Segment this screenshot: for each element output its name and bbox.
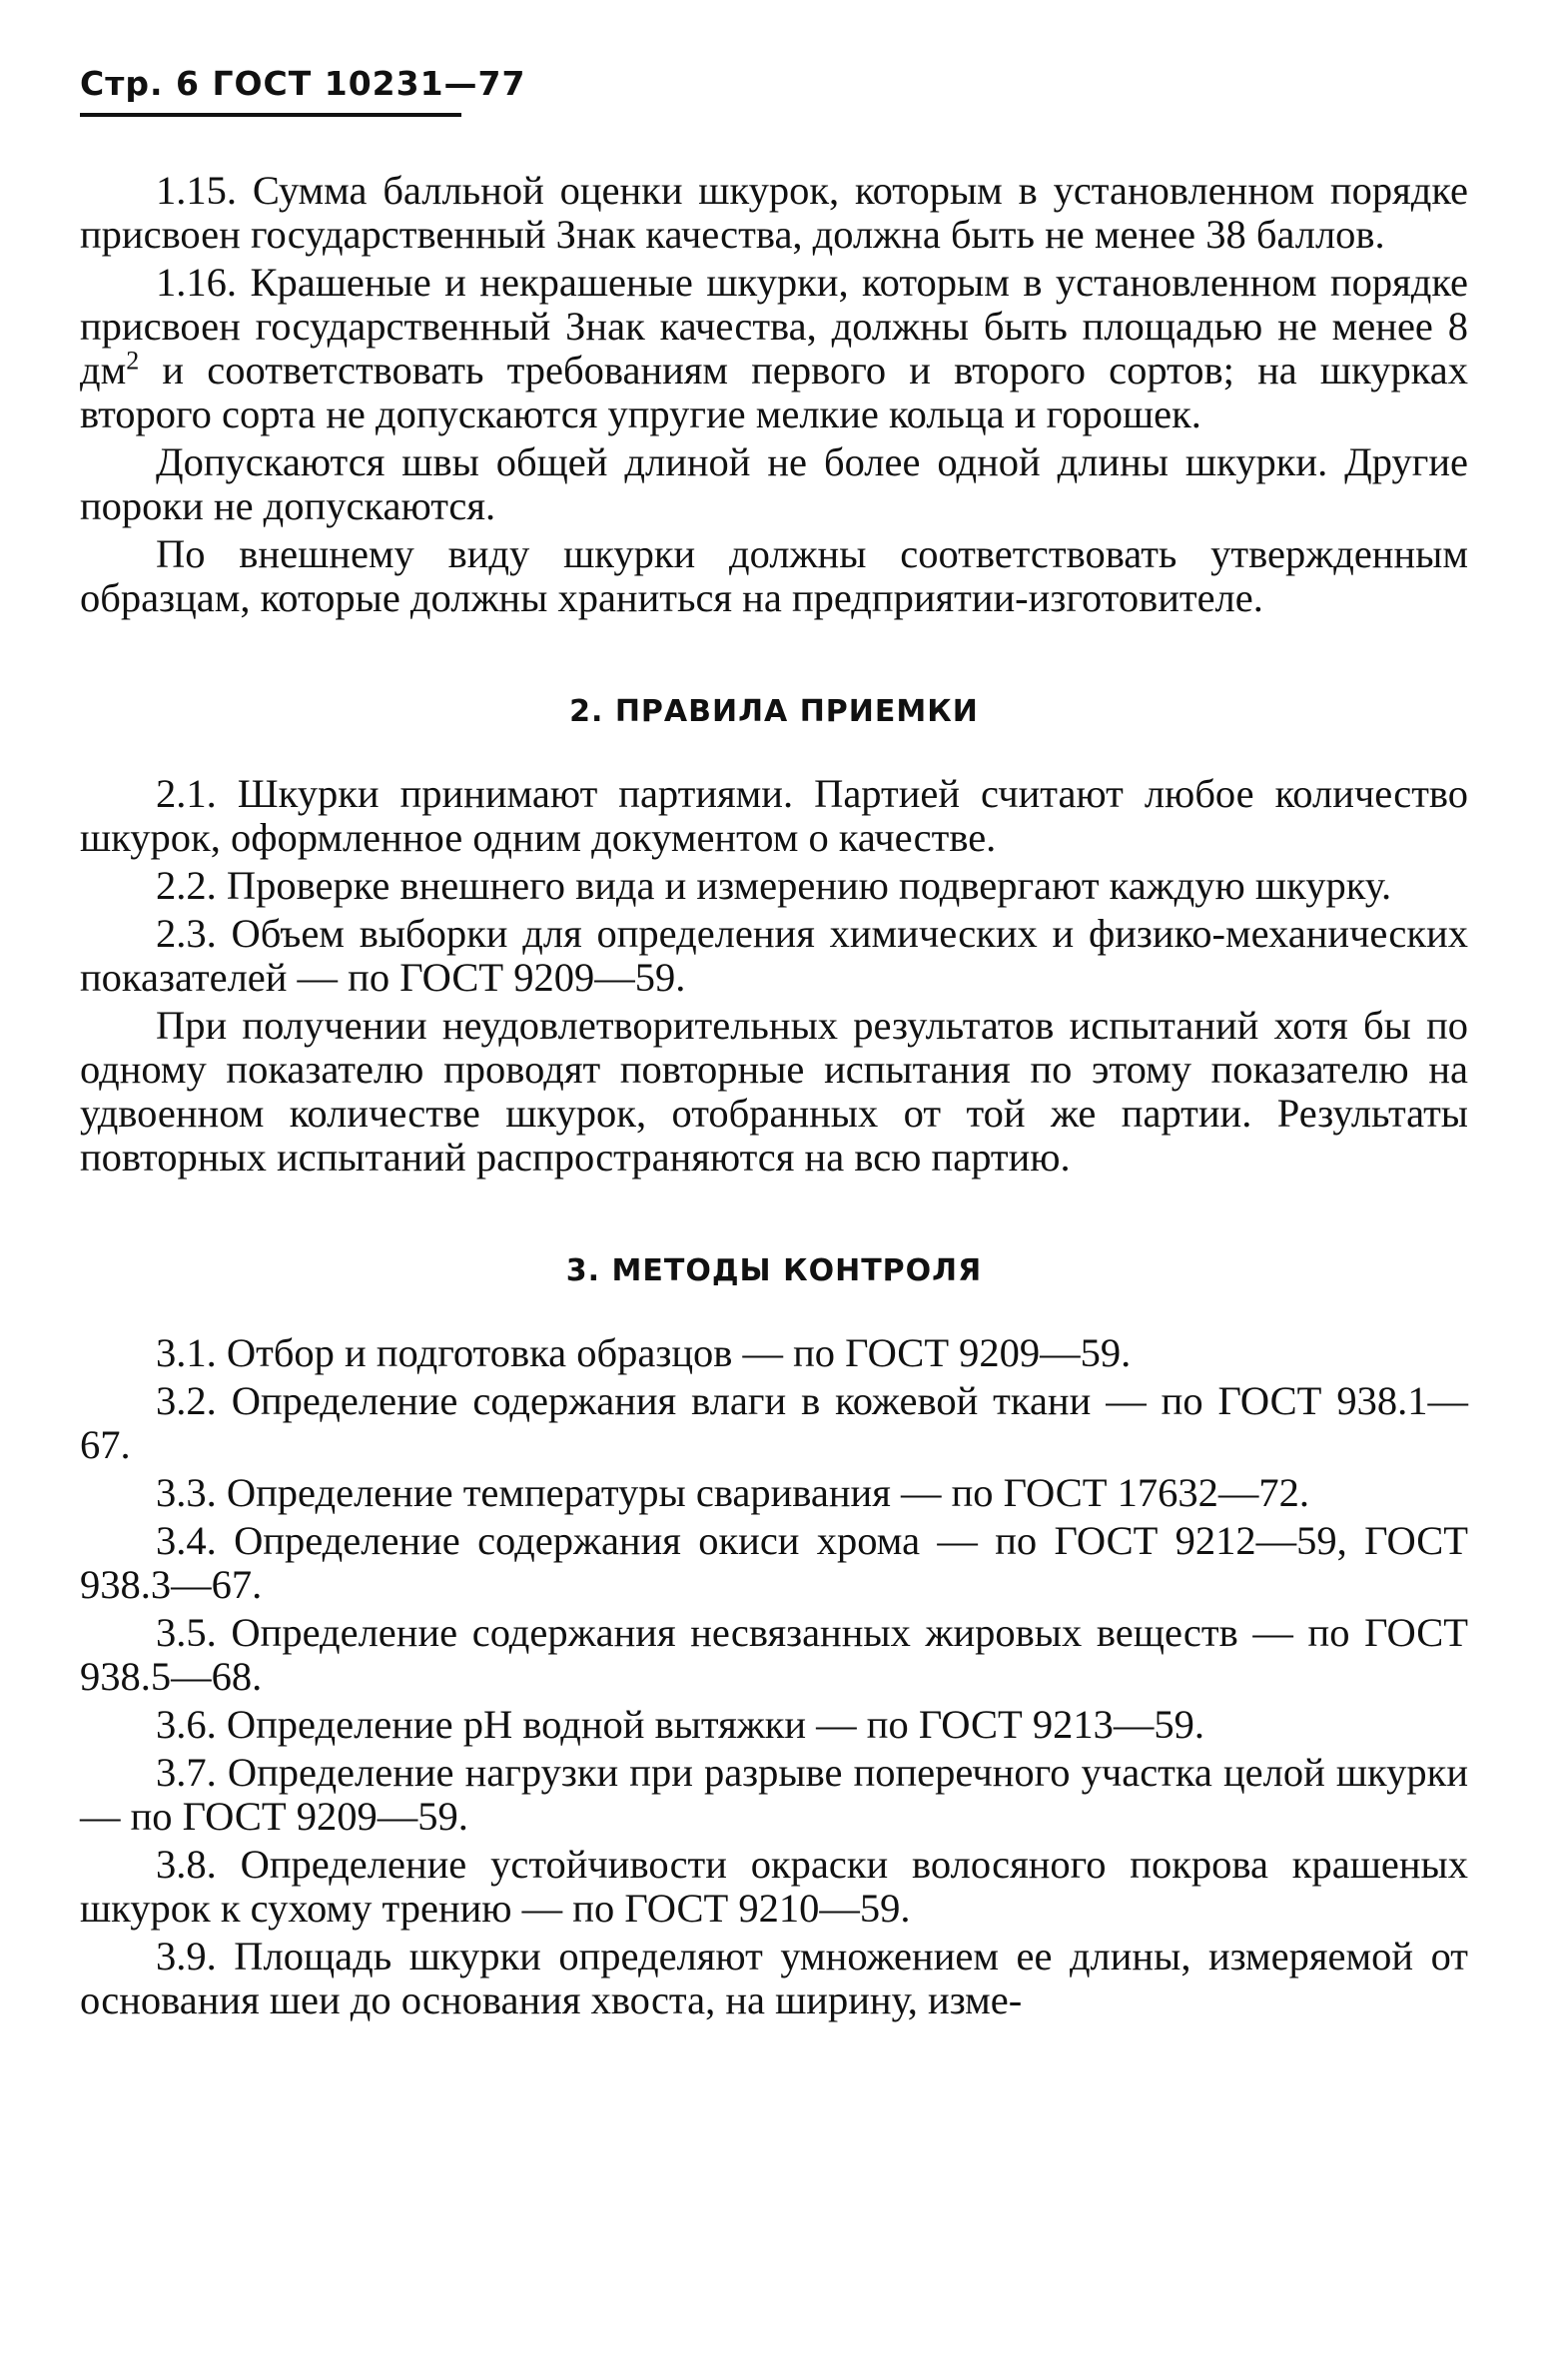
paragraph-3-4: 3.4. Определение содержания окиси хрома — по ГОСТ 9212—59, ГОСТ 938.3—67. xyxy=(80,1518,1468,1607)
paragraph-3-1: 3.1. Отбор и подготовка образцов — по ГОСТ 9209—59. xyxy=(156,1330,1132,1375)
paragraph-2-1: 2.1. Шкурки принимают партиями. Партией считают любое количество шкурок, оформленное одним документом о качестве. xyxy=(80,771,1468,860)
paragraph-appearance: По внешнему виду шкурки должны соответствовать утвержденным образцам, которые должны храниться на предприятии-изготовителе. xyxy=(80,531,1468,620)
superscript-2: 2 xyxy=(126,346,140,376)
paragraph-2-3: 2.3. Объем выборки для определения химических и физико-механических показателей — по ГОСТ 9209—59. xyxy=(80,911,1468,1000)
paragraph-3-8: 3.8. Определение устойчивости окраски волосяного покрова крашеных шкурок к сухому трению — по ГОСТ 9210—59. xyxy=(80,1842,1468,1931)
paragraph-1-16-text-cont: и соответствовать требованиям первого и второго сортов; на шкурках второго сорта не допускаются упругие мелкие кольца и горошек. xyxy=(80,348,1468,436)
paragraph-1-15: 1.15. Сумма балльной оценки шкурок, которым в установленном порядке присвоен государственный Знак качества, должна быть не менее 38 баллов. xyxy=(80,168,1468,257)
paragraph-retest: При получении неудовлетворительных результатов испытаний хотя бы по одному показателю проводят повторные испытания по этому показателю на удвоенном количестве шкурок, отобранных от той же партии. Результаты повторных испытаний распространяются на всю партию. xyxy=(80,1003,1468,1180)
paragraph-1-16 xyxy=(80,261,1468,436)
paragraph-3-7: 3.7. Определение нагрузки при разрыве поперечного участка целой шкурки — по ГОСТ 9209—59. xyxy=(80,1750,1468,1839)
paragraph-2-2: 2.2. Проверке внешнего вида и измерению подвергают каждую шкурку. xyxy=(156,863,1392,908)
running-head: Стр. 6 ГОСТ 10231—77 xyxy=(80,64,526,103)
section-heading-2: 2. ПРАВИЛА ПРИЕМКИ xyxy=(569,694,979,729)
paragraph-1-16-text: 1.16. Крашеные и некрашеные шкурки, которым в установленном порядке присвоен государственный Знак качества, должны быть площадью не менее 8 дм xyxy=(80,260,1468,393)
paragraph-seams: Допускаются швы общей длиной не более одной длины шкурки. Другие пороки не допускаются. xyxy=(80,439,1468,528)
section-heading-3: 3. МЕТОДЫ КОНТРОЛЯ xyxy=(565,1253,983,1288)
paragraph-3-6: 3.6. Определение pH водной вытяжки — по ГОСТ 9213—59. xyxy=(156,1702,1204,1747)
paragraph-3-2: 3.2. Определение содержания влаги в кожевой ткани — по ГОСТ 938.1—67. xyxy=(80,1378,1468,1467)
paragraph-3-3: 3.3. Определение температуры сваривания — по ГОСТ 17632—72. xyxy=(156,1470,1310,1515)
paragraph-3-9: 3.9. Площадь шкурки определяют умножением ее длины, измеряемой от основания шеи до основания хвоста, на ширину, изме- xyxy=(80,1934,1468,2022)
document-body xyxy=(80,169,1468,2022)
paragraph-3-5: 3.5. Определение содержания несвязанных жировых веществ — по ГОСТ 938.5—68. xyxy=(80,1610,1468,1699)
header-rule xyxy=(80,113,461,117)
